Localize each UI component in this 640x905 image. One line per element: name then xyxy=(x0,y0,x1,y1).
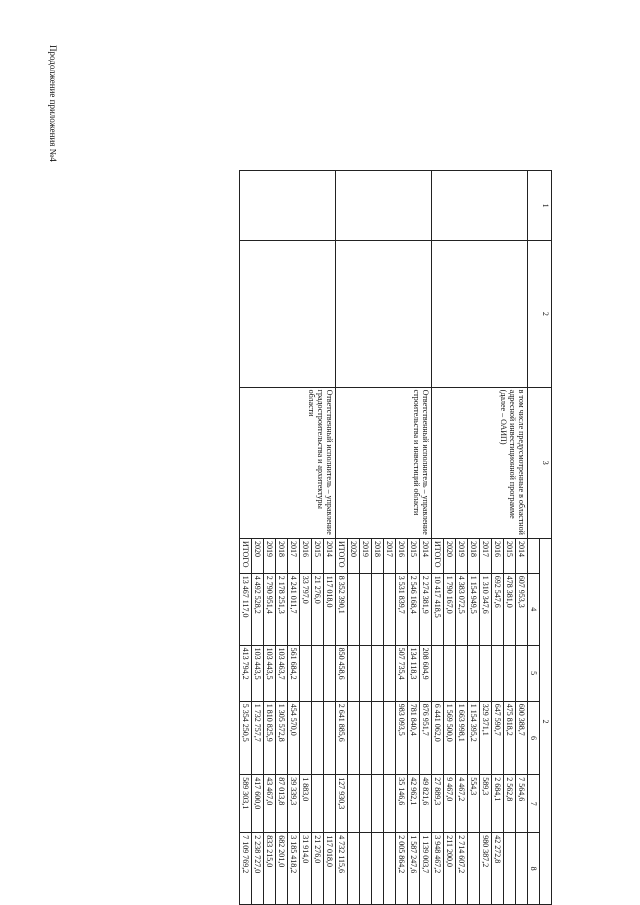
col-header-2: 2 xyxy=(528,241,552,388)
group-description: Ответственный исполнитель – управление градостроительства и архитектуры области xyxy=(240,387,336,538)
value-cell xyxy=(348,645,360,701)
col-header-6: 6 xyxy=(528,701,540,775)
value-cell xyxy=(480,645,492,701)
year-cell: 2017 xyxy=(480,538,492,573)
value-cell xyxy=(456,645,468,701)
value-cell: 554,3 xyxy=(468,775,480,833)
value-cell: 1 790 167,0 xyxy=(444,573,456,645)
value-cell xyxy=(504,833,516,905)
value-cell: 4 492 528,2 xyxy=(252,573,264,645)
value-cell: 39 339,3 xyxy=(288,775,300,833)
group-description: в том числе предусмотренные в областной адресной инвестиционной программе (далее – ОАИП) xyxy=(432,387,528,538)
value-cell: 42 272,8 xyxy=(492,833,504,905)
value-cell xyxy=(312,645,324,701)
year-cell: 2014 xyxy=(516,538,528,573)
year-cell: ИТОГО xyxy=(432,538,444,573)
cell-col1 xyxy=(336,171,432,241)
value-cell: 87 013,8 xyxy=(276,775,288,833)
value-cell xyxy=(360,775,372,833)
year-cell: 2018 xyxy=(468,538,480,573)
year-cell: 2016 xyxy=(492,538,504,573)
value-cell xyxy=(516,645,528,701)
year-cell: 2020 xyxy=(252,538,264,573)
group-description: Ответственный исполнитель – управление строительства и инвестиций области xyxy=(336,387,432,538)
value-cell xyxy=(372,701,384,775)
value-cell: 9 467,0 xyxy=(444,775,456,833)
value-cell: 2 274 381,9 xyxy=(420,573,432,645)
year-cell: 2015 xyxy=(312,538,324,573)
year-cell: 2018 xyxy=(372,538,384,573)
value-cell xyxy=(444,645,456,701)
value-cell: 2 714 607,2 xyxy=(456,833,468,905)
value-cell: 1 305 572,8 xyxy=(276,701,288,775)
budget-table xyxy=(239,170,552,905)
value-cell xyxy=(360,833,372,905)
value-cell: 454 570,0 xyxy=(288,701,300,775)
value-cell xyxy=(432,645,444,701)
col-header-3: 3 xyxy=(528,387,552,538)
value-cell xyxy=(360,573,372,645)
value-cell: 1 810 825,9 xyxy=(264,701,276,775)
cell-col1 xyxy=(240,171,336,241)
value-cell: 4 732 115,6 xyxy=(336,833,348,905)
value-cell: 3 948 467,2 xyxy=(432,833,444,905)
year-cell: 2014 xyxy=(420,538,432,573)
value-cell: 1 569 500,0 xyxy=(444,701,456,775)
col-header-7: 7 xyxy=(528,775,540,833)
value-cell xyxy=(312,701,324,775)
value-cell: 35 146,6 xyxy=(396,775,408,833)
value-cell xyxy=(348,833,360,905)
cell-col2 xyxy=(336,241,432,388)
col-header-4: 4 xyxy=(528,573,540,645)
value-cell xyxy=(312,775,324,833)
value-cell: 833 215,0 xyxy=(264,833,276,905)
value-cell: 103 443,5 xyxy=(264,645,276,701)
value-cell: 7 564,6 xyxy=(516,775,528,833)
col-header-year xyxy=(528,538,540,573)
value-cell: 2 562,8 xyxy=(504,775,516,833)
value-cell: 2 790 951,4 xyxy=(264,573,276,645)
value-cell: 1 154 949,5 xyxy=(468,573,480,645)
value-cell xyxy=(372,645,384,701)
value-cell xyxy=(324,645,336,701)
value-cell: 1 587 247,6 xyxy=(408,833,420,905)
col-header-1: 1 xyxy=(528,171,552,241)
year-cell: 2020 xyxy=(348,538,360,573)
year-cell: 2017 xyxy=(384,538,396,573)
value-cell: 478 381,0 xyxy=(504,573,516,645)
value-cell xyxy=(504,645,516,701)
value-cell: 983 093,5 xyxy=(396,701,408,775)
value-cell: 876 951,7 xyxy=(420,701,432,775)
value-cell: 117 018,0 xyxy=(324,573,336,645)
value-cell: 980 387,2 xyxy=(480,833,492,905)
value-cell: 10 417 418,5 xyxy=(432,573,444,645)
value-cell: 647 590,7 xyxy=(492,701,504,775)
value-cell: 21 276,0 xyxy=(312,573,324,645)
value-cell: 589 303,1 xyxy=(240,775,252,833)
value-cell: 850 458,6 xyxy=(336,645,348,701)
value-cell: 1 139 003,7 xyxy=(420,833,432,905)
value-cell xyxy=(384,833,396,905)
value-cell: 781 840,4 xyxy=(408,701,420,775)
value-cell: 2 546 168,4 xyxy=(408,573,420,645)
year-cell: 2019 xyxy=(456,538,468,573)
table-row xyxy=(324,171,336,905)
value-cell: 2 178 251,3 xyxy=(276,573,288,645)
year-cell: 2017 xyxy=(288,538,300,573)
table-body xyxy=(240,171,528,905)
year-cell: ИТОГО xyxy=(240,538,252,573)
value-cell: 475 818,2 xyxy=(504,701,516,775)
value-cell: 33 797,0 xyxy=(300,573,312,645)
value-cell: 21 276,0 xyxy=(312,833,324,905)
value-cell: 117 018,0 xyxy=(324,833,336,905)
value-cell xyxy=(372,775,384,833)
value-cell: 2 238 727,0 xyxy=(252,833,264,905)
value-cell: 589,3 xyxy=(480,775,492,833)
value-cell xyxy=(492,645,504,701)
value-cell: 5 354 250,5 xyxy=(240,701,252,775)
value-cell xyxy=(384,645,396,701)
value-cell xyxy=(300,645,312,701)
value-cell: 103 443,5 xyxy=(252,645,264,701)
value-cell: 7 109 769,2 xyxy=(240,833,252,905)
value-cell: 2 684,1 xyxy=(492,775,504,833)
value-cell: 4 241 011,7 xyxy=(288,573,300,645)
value-cell: 8 352 390,1 xyxy=(336,573,348,645)
value-cell: 3 185 418,2 xyxy=(288,833,300,905)
value-cell xyxy=(468,833,480,905)
value-cell xyxy=(360,645,372,701)
value-cell: 31 914,0 xyxy=(300,833,312,905)
value-cell: 2 641 885,6 xyxy=(336,701,348,775)
value-cell: 1 732 757,7 xyxy=(252,701,264,775)
year-cell: ИТОГО xyxy=(336,538,348,573)
value-cell xyxy=(324,701,336,775)
value-cell xyxy=(300,701,312,775)
year-cell: 2016 xyxy=(300,538,312,573)
value-cell: 607 953,3 xyxy=(516,573,528,645)
value-cell xyxy=(384,701,396,775)
year-cell: 2016 xyxy=(396,538,408,573)
year-cell: 2015 xyxy=(408,538,420,573)
year-cell: 2019 xyxy=(360,538,372,573)
value-cell xyxy=(348,775,360,833)
col-header-5: 5 xyxy=(528,645,540,701)
cell-col2 xyxy=(432,241,528,388)
table-row xyxy=(420,171,432,905)
value-cell: 507 735,4 xyxy=(396,645,408,701)
year-cell: 2019 xyxy=(264,538,276,573)
value-cell: 329 371,1 xyxy=(480,701,492,775)
value-cell: 4 383 072,5 xyxy=(456,573,468,645)
year-cell: 2020 xyxy=(444,538,456,573)
value-cell: 1 310 347,6 xyxy=(480,573,492,645)
col-header-8: 8 xyxy=(528,833,540,905)
value-cell xyxy=(348,573,360,645)
value-cell: 13 467 117,0 xyxy=(240,573,252,645)
value-cell: 1 663 998,1 xyxy=(456,701,468,775)
value-cell: 1 883,0 xyxy=(300,775,312,833)
value-cell: 1 154 395,2 xyxy=(468,701,480,775)
value-cell xyxy=(324,775,336,833)
value-cell: 600 388,7 xyxy=(516,701,528,775)
value-cell xyxy=(372,573,384,645)
value-cell: 2 005 864,2 xyxy=(396,833,408,905)
value-cell xyxy=(384,573,396,645)
value-cell xyxy=(384,775,396,833)
value-cell: 103 463,7 xyxy=(276,645,288,701)
value-cell: 127 930,3 xyxy=(336,775,348,833)
value-cell: 27 889,3 xyxy=(432,775,444,833)
cell-col1 xyxy=(432,171,528,241)
value-cell: 43 467,0 xyxy=(264,775,276,833)
continuation-note: Продолжение приложения №4 xyxy=(48,45,58,162)
year-cell: 2018 xyxy=(276,538,288,573)
value-cell: 42 962,1 xyxy=(408,775,420,833)
value-cell xyxy=(360,701,372,775)
value-cell: 6 441 062,0 xyxy=(432,701,444,775)
value-cell: 211 200,0 xyxy=(444,833,456,905)
value-cell: 49 821,6 xyxy=(420,775,432,833)
value-cell xyxy=(516,833,528,905)
value-cell: 561 684,2 xyxy=(288,645,300,701)
value-cell: 3 531 839,7 xyxy=(396,573,408,645)
table-row xyxy=(516,171,528,905)
value-cell: 692 547,6 xyxy=(492,573,504,645)
year-cell: 2015 xyxy=(504,538,516,573)
value-cell: 4 467,2 xyxy=(456,775,468,833)
value-cell: 208 604,9 xyxy=(420,645,432,701)
value-cell xyxy=(468,645,480,701)
value-cell xyxy=(348,701,360,775)
value-cell: 413 794,2 xyxy=(240,645,252,701)
value-cell: 134 118,3 xyxy=(408,645,420,701)
value-cell: 682 201,0 xyxy=(276,833,288,905)
value-cell: 417 600,0 xyxy=(252,775,264,833)
cell-col2 xyxy=(240,241,336,388)
col-header-group: 2 xyxy=(540,538,552,904)
year-cell: 2014 xyxy=(324,538,336,573)
value-cell xyxy=(372,833,384,905)
